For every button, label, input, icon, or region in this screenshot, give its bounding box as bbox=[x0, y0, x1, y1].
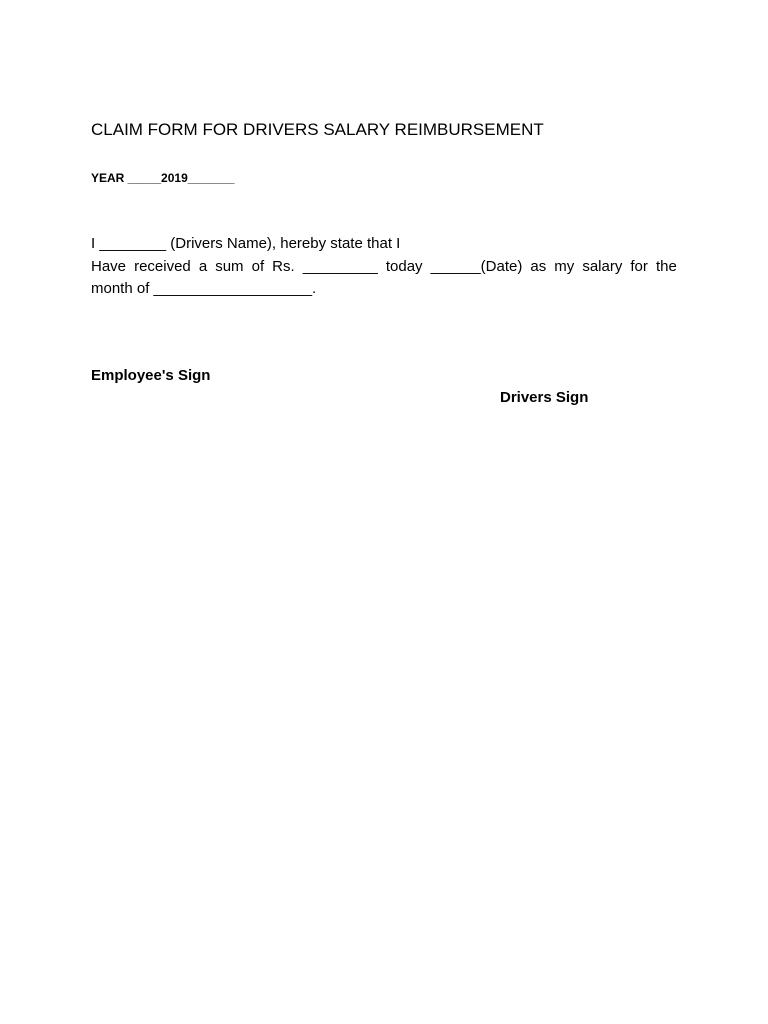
declaration-word: received bbox=[134, 257, 191, 275]
declaration-word: _________ bbox=[302, 257, 378, 275]
declaration-word: of bbox=[251, 257, 265, 275]
declaration-word: salary bbox=[582, 257, 623, 275]
declaration-word: as bbox=[530, 257, 547, 275]
declaration-word: sum bbox=[215, 257, 244, 275]
declaration-word: Have bbox=[91, 257, 127, 275]
declaration-word: my bbox=[554, 257, 575, 275]
form-title: CLAIM FORM FOR DRIVERS SALARY REIMBURSEMENT bbox=[91, 120, 544, 139]
declaration-word: the bbox=[655, 257, 677, 275]
declaration-word: Rs. bbox=[272, 257, 295, 275]
declaration-word: a bbox=[198, 257, 208, 275]
year-line: YEAR _____2019_______ bbox=[91, 171, 235, 185]
declaration-line-2 bbox=[91, 256, 677, 279]
declaration-word: today bbox=[385, 257, 423, 275]
declaration-word: for bbox=[630, 257, 648, 275]
employee-sign-label: Employee's Sign bbox=[91, 367, 211, 384]
declaration-paragraph bbox=[91, 233, 677, 301]
drivers-sign-label: Drivers Sign bbox=[500, 389, 589, 406]
declaration-word: ______(Date) bbox=[430, 257, 523, 275]
declaration-line-3: month of ___________________. bbox=[91, 280, 317, 297]
declaration-line-1: I ________ (Drivers Name), hereby state that I bbox=[91, 235, 401, 252]
